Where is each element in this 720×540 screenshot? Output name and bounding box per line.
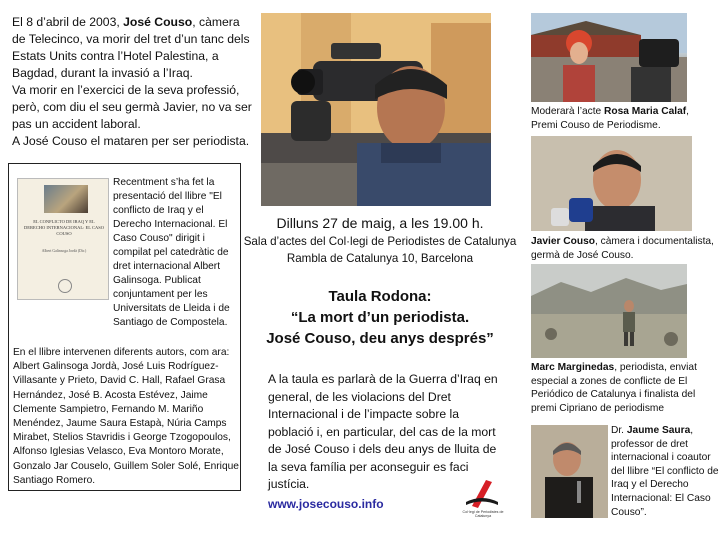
jaume-saura-photo <box>531 425 608 518</box>
book-cover-image <box>17 178 109 300</box>
intro-paragraph-3: A José Couso el mataren per ser periodista. <box>12 134 250 148</box>
speaker-1-prefix: Moderarà l’acte <box>531 106 605 117</box>
intro-paragraph-1 <box>12 14 252 82</box>
speaker-2-name: Javier Couso <box>531 236 595 247</box>
event-address: Rambla de Catalunya 10, Barcelona <box>286 252 474 265</box>
speaker-4-role: , professor de dret internacional i coautor del llibre “El conflicto de Iraq y el Derecho Internacional: El Caso Couso”. <box>611 425 719 518</box>
jose-couso-photo <box>261 13 491 206</box>
rosa-maria-calaf-photo-art <box>531 13 687 102</box>
event-date: Dilluns 27 de maig, a les 19.00 h. <box>276 215 484 231</box>
speaker-1-name: Rosa Maria Calaf <box>604 106 687 117</box>
book-authors: En el llibre intervenen diferents autors, com ara: Albert Galinsoga Jordà, José Luis Rodríguez-Villasante y Prieto, David C. Hall, Rafael Grasa Hernández, José B. Acosta Estévez, Jaime Clemente Sampietro, Fernando M. Mariño Menéndez, Jaume Saura Estapà, Núria Camps Mirabet, Stelios Stavridis i George Tzogopoulos, Alfonso Iglesias Velasco, Eva Montoro Morate, Gonzalo Jar Couselo, Guillem Soler Solé, Enrique Santiago Romero. <box>13 347 239 486</box>
speaker-3-name: Marc Marginedas <box>531 362 615 373</box>
speaker-caption-3 <box>531 361 716 415</box>
round-table-line-3: José Couso, deu anys després” <box>266 330 494 347</box>
marc-marginedas-photo <box>531 264 687 358</box>
event-description: A la taula es parlarà de la Guerra d’Iraq en general, de les violacions del Dret Internacional i de l’impacte sobre la població i, en particular, del cas de la mort de José Couso i dels deu anys de lluita de la seva família per aconseguir es faci justícia. <box>268 372 498 491</box>
marc-marginedas-photo-art <box>531 264 687 358</box>
book-cover-subtitle: Albert Galinsoga Jordà (Dir.) <box>41 249 87 253</box>
college-logo <box>462 478 502 526</box>
book-description: Recentment s’ha fet la presentació del llibre "El conflicto de Iraq y el Derecho Internacional. El Caso Couso" dirigit i compilat pel catedràtic de dret internacional Albert Galinsoga. Publicat conjuntament per les Universitats de Lleida i de Santiago de Compostela. <box>113 177 230 328</box>
event-venue: Sala d’actes del Col·legi de Periodistes de Catalunya <box>243 235 517 248</box>
speaker-1-role: , Premi Couso de Periodisme. <box>531 106 689 131</box>
college-logo-text: Col·legi de Periodistes de Catalunya <box>462 510 504 519</box>
speaker-2-role: , càmera i documentalista, germà de José Couso. <box>531 236 714 261</box>
speaker-3-role: , periodista, enviat especial a zones de conflicte de El Periódico de Catalunya i finalista del premi Cipriano de periodisme <box>531 362 697 414</box>
speaker-4-name: Jaume Saura <box>626 425 691 436</box>
round-table-line-2: “La mort d’un periodista. <box>290 309 470 326</box>
book-publisher-logo <box>58 279 72 293</box>
intro-prefix: El 8 d’abril de 2003, <box>12 15 124 29</box>
speaker-caption-1 <box>531 105 716 132</box>
speaker-caption-2 <box>531 235 716 262</box>
jaume-saura-photo-art <box>531 425 608 518</box>
intro-paragraph-2: Va morir en l’exercici de la seva professió, però, com diu el seu germà Javier, no va ser pas un accident laboral. <box>12 83 252 131</box>
round-table-line-1: Taula Rodona: <box>328 288 432 305</box>
speaker-caption-4 <box>611 424 719 519</box>
speaker-4-prefix: Dr. <box>611 425 627 436</box>
book-box <box>8 163 241 491</box>
javier-couso-photo <box>531 136 692 231</box>
intro-text <box>12 14 252 150</box>
book-cover-title: EL CONFLICTO DE IRAQ Y EL DERECHO INTERNACIONAL: EL CASO COUSO <box>24 219 104 236</box>
javier-couso-photo-art <box>531 136 692 231</box>
round-table-title <box>240 286 520 349</box>
intro-name: José Couso <box>123 15 193 29</box>
rosa-maria-calaf-photo <box>531 13 687 102</box>
intro-suffix: , càmera de Telecinco, va morir del tret d’un tanc dels Estats Units contra l’Hotel Palestina, a Bagdad, durant la invasió a l’Iraq. <box>12 15 250 80</box>
college-logo-icon <box>462 478 502 510</box>
jose-couso-photo-art <box>261 13 491 206</box>
website-link[interactable]: www.josecouso.info <box>268 497 384 511</box>
book-cover-photo <box>44 185 88 213</box>
